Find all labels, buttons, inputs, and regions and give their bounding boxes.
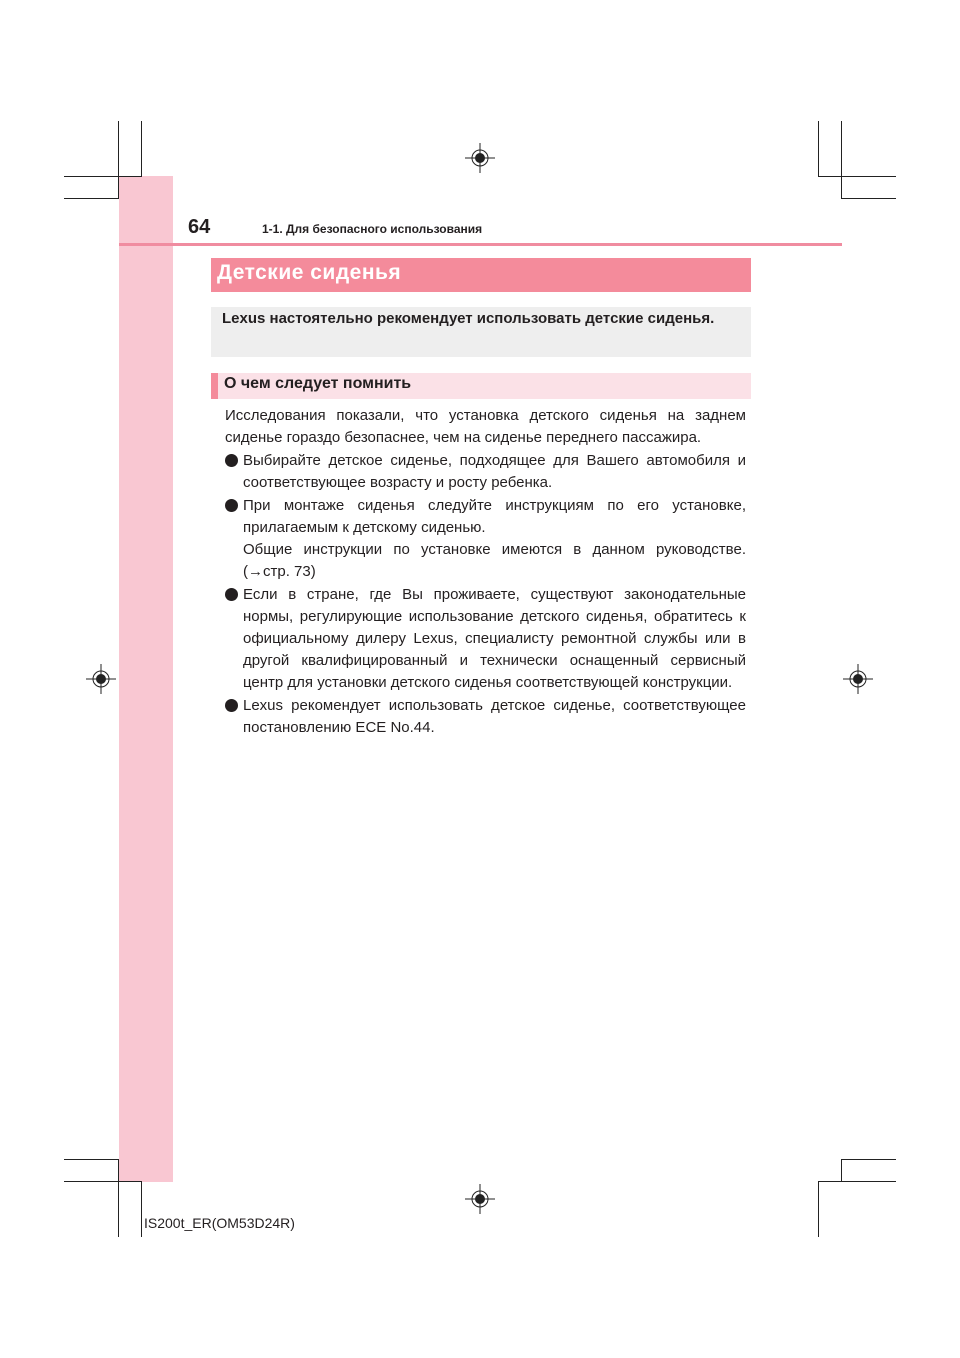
- subsection-accent: [211, 373, 218, 399]
- bullet-list: [243, 450, 746, 740]
- registration-mark-icon: [843, 664, 873, 694]
- subsection-bar: [211, 373, 751, 399]
- section-header: 1-1. Для безопасного использования: [262, 222, 483, 236]
- bullet-icon: [225, 588, 238, 601]
- list-item: [243, 584, 746, 694]
- registration-mark-icon: [465, 143, 495, 173]
- side-band: [119, 176, 173, 1182]
- registration-mark-icon: [86, 664, 116, 694]
- page-title: Детские сиденья: [217, 261, 402, 284]
- bullet-icon: [225, 499, 238, 512]
- bullet-icon: [225, 699, 238, 712]
- list-item-text: Выбирайте детское сиденье, подходящее для Вашего автомобиля и соответствующее возрасту и росту ребенка.: [243, 452, 746, 491]
- page-number: 64: [188, 216, 211, 238]
- intro-box: [211, 307, 751, 357]
- list-item-text: Если в стране, где Вы проживаете, существуют законодательные нормы, регулирующие использование детского сиденья, обратитесь к официальному дилеру Lexus, специалисту ремонтной службы или в другой квалифицированный и технически оснащенный сервисный центр для установки детского сиденья соответствующей конструкции.: [243, 586, 746, 691]
- list-item: [243, 450, 746, 494]
- header-rule: [119, 243, 842, 246]
- subsection-title: О чем следует помнить: [224, 375, 412, 392]
- intro-text: Lexus настоятельно рекомендует использовать детские сиденья.: [222, 310, 715, 327]
- footer-model-code: IS200t_ER(OM53D24R): [144, 1215, 295, 1231]
- list-item-note: Общие инструкции по установке имеются в данном руководстве. (→стр. 73): [243, 541, 746, 580]
- list-item-text: При монтаже сиденья следуйте инструкциям по его установке, прилагаемым к детскому сиденью.: [243, 497, 746, 536]
- title-bar: [211, 258, 751, 292]
- list-item: [243, 695, 746, 739]
- bullet-icon: [225, 454, 238, 467]
- registration-mark-icon: [465, 1184, 495, 1214]
- list-item: [243, 495, 746, 583]
- list-item-text: Lexus рекомендует использовать детское сиденье, соответствующее постановлению ECE No.44.: [243, 697, 746, 736]
- body-paragraph: Исследования показали, что установка детского сиденья на заднем сиденье гораздо безопаснее, чем на сиденье переднего пассажира.: [225, 407, 746, 446]
